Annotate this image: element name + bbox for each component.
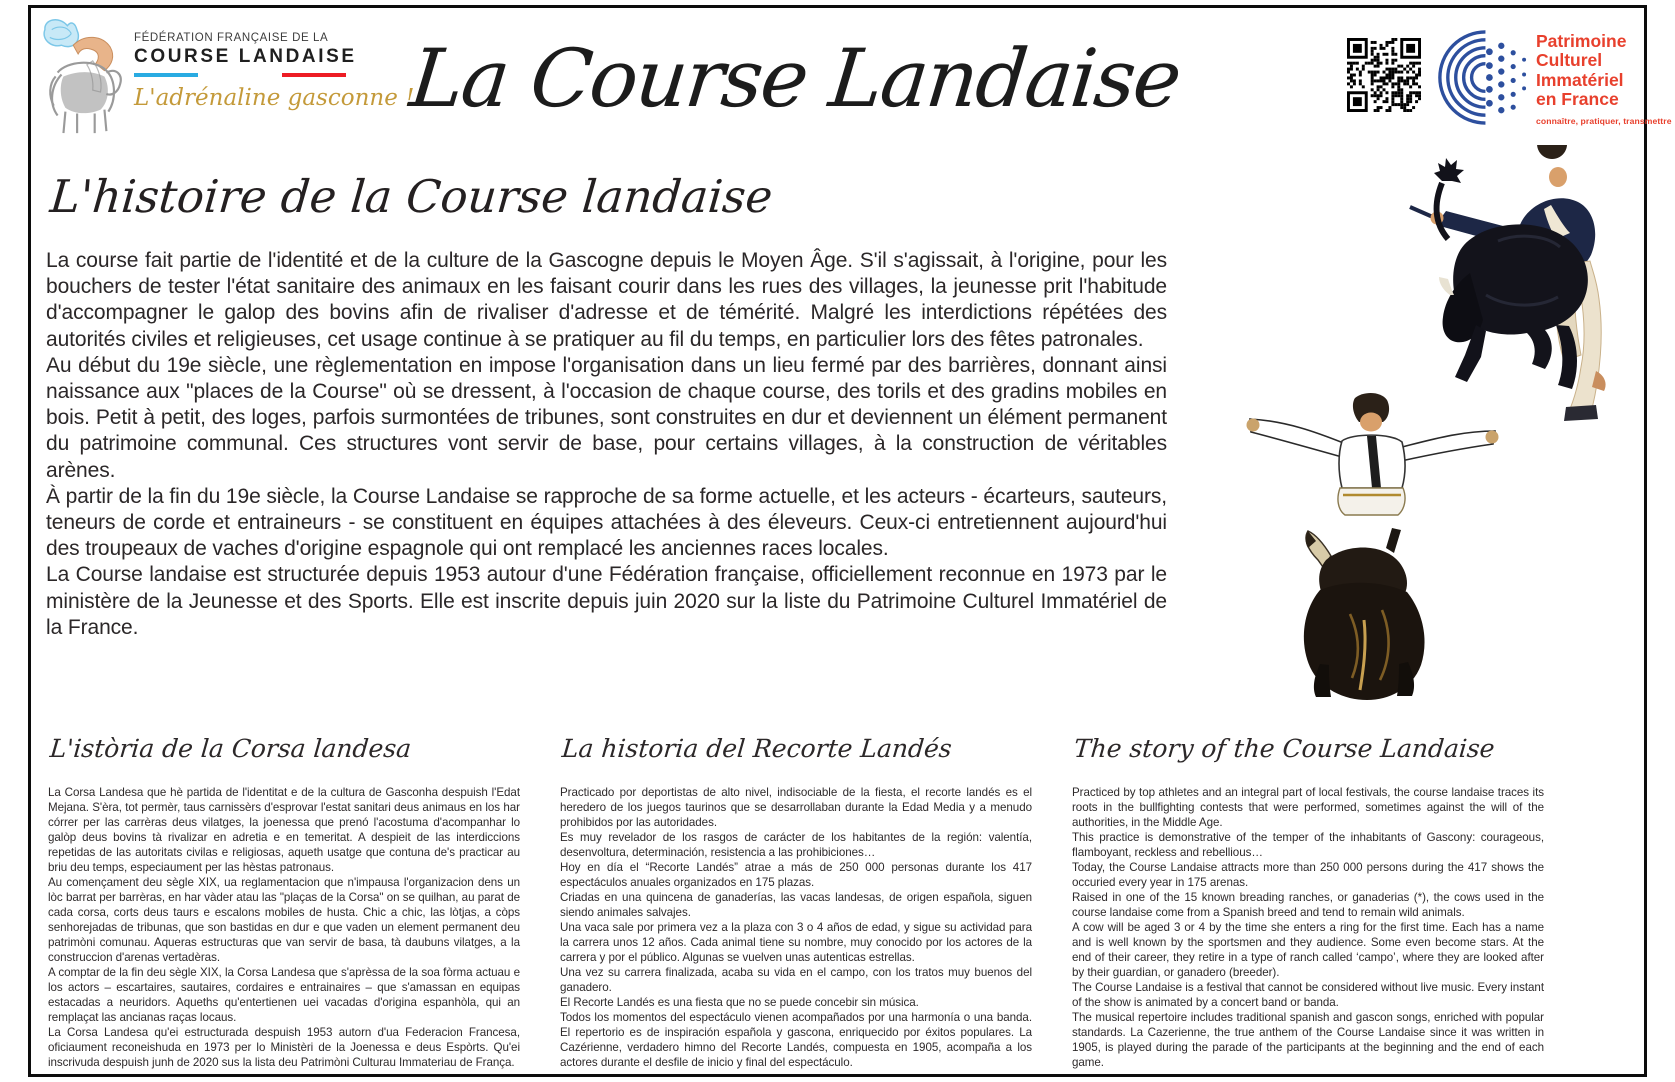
paragraph: Hoy en día el “Recorte Landés” atrae a más de 250 000 personas durante los 417 espectáculos anuales organizados en 175 plazas.	[560, 861, 1032, 889]
column-spanish-text	[560, 785, 1032, 1070]
paragraph: La course fait partie de l'identité et de la culture de la Gascogne depuis le Moyen Âge. S'il s'agissait, à l'origine, pour les bouchers de tester l'état sanitaire des animaux en les faisant courir dans les rues des villages, la jeunesse prit l'habitude d'accompagner le galop des bovins afin de rivaliser d'adresse et de témérité. Malgré les interdictions répétées des autorités civiles et religieuses, cet usage continue à se pratiquer au fil du temps, en particulier lors des fêtes patronales.	[46, 249, 1167, 351]
pci-logo	[1428, 26, 1675, 130]
paragraph: This practice is demonstrative of the temper of the inhabitants of Gascony: courageous, flamboyant, reckless and rebellious…	[1072, 831, 1544, 859]
ffcl-tricolor-bars	[134, 73, 346, 77]
column-occitan-heading: L'istòria de la Corsa landesa	[48, 734, 413, 763]
paragraph: The musical repertoire includes traditional spanish and gascon songs, enriched with popular standards. La Cazerienne, the true anthem of the Course Landaise since it was written in 1905, is played during the parade of the participants at the beginning and the end of each game.	[1072, 1011, 1544, 1069]
paragraph: Today, the Course Landaise attracts more than 250 000 persons during the 417 shows the occuried every year in 175 arenas.	[1072, 861, 1544, 889]
paragraph: Una vez su carrera finalizada, acaba su vida en el campo, con los tratos muy buenos del ganadero.	[560, 966, 1032, 994]
ffcl-logo	[36, 12, 415, 138]
paragraph: A comptar de la fin deu sègle XIX, la Corsa Landesa que s'aprèssa de la soa fòrma actuau e los actors – escartaires, sautaires, cordaires e entrainaires – que s'amassan en equipas estacadas a neuridors. Aqueths qu'entertienen uei vacadas d'origina espanhòla, qui an remplaçat las ancianas raças locaus.	[48, 966, 520, 1024]
translations-section	[48, 734, 1544, 1070]
ffcl-name-line2: COURSE LANDAISE	[134, 46, 357, 67]
paragraph: La Course landaise est structurée depuis 1953 autour d'une Fédération française, officiellement reconnue en 1973 par le ministère de la Jeunesse et des Sports. Elle est inscrite depuis juin 2020 sur la liste du Patrimoine Culturel Immatériel de la France.	[46, 563, 1167, 639]
paragraph: Au début du 19e siècle, une règlementation en impose l'organisation dans un lieu fermé par des barrières, donnant ainsi naissance aux "places de la Course" où se dressent, à l'occasion de chaque course, des torils et des gradins mobiles en bois. Petit à petit, des loges, parfois surmontées de tribunes, sont construites en dur et deviennent un élément permanent du patrimoine communal. Ces structures vont servir de base, pour certains villages, à la construction de véritables arènes.	[46, 353, 1167, 482]
column-occitan-text	[48, 785, 520, 1070]
cow-rear-view-illustration	[1290, 526, 1440, 706]
paragraph: A cow will be aged 3 or 4 by the time she enters a ring for the first time. Each has a name and is well known by the sportsmen and they audience. Some even become stars. At the end of their career, they retire in a type of ranch called ‘campo’, where they are looked after by their guardian, or ganadero (breeder).	[1072, 921, 1544, 979]
pci-line-1: Patrimoine	[1536, 31, 1627, 51]
paragraph: The Course Landaise is a festival that cannot be considered without live music. Every instant of the show is animated by a concert band or banda.	[1072, 981, 1544, 1009]
paragraph: Practiced by top athletes and an integral part of local festivals, the course landaise traces its roots in the bullfighting contests that were performed, sometimes against the will of the authorities, in the Middle Age.	[1072, 786, 1544, 829]
paragraph: À partir de la fin du 19e siècle, la Course Landaise se rapproche de sa forme actuelle, et les acteurs - écarteurs, sauteurs, teneurs de corde et entraineurs - se constituent en équipes attachées à des éleveurs. Ceux-ci entretiennent aujourd'hui des troupeaux de vaches d'origine espagnole qui ont remplacé les anciennes races locales.	[46, 484, 1167, 561]
column-english	[1072, 734, 1544, 1070]
column-spanish	[560, 734, 1032, 1070]
paragraph: Practicado por deportistas de alto nivel, indisociable de la fiesta, el recorte landés es el heredero de los juegos taurinos que se desarrollaban durante la Edad Media y a menudo prohibidos por las autoridades.	[560, 786, 1032, 829]
paragraph: Raised in one of the 15 known breading ranches, or ganaderias (*), the cows used in the course landaise come from a Spanish breed and tend to remain wild animals.	[1072, 891, 1544, 919]
arcs-and-dots-logo-icon	[1428, 26, 1532, 130]
paragraph: Una vaca sale por primera vez a la plaza con 3 o 4 años de edad, y sigue su actividad para la carrera unos 12 años. Cada animal tiene su nombre, muy conocido por los actores de la carrera y por el público. Algunas se vuelven unas autenticas estrellas.	[560, 921, 1032, 964]
ecarteur-and-cow-illustration	[1406, 145, 1640, 430]
paragraph: Au començament deu sègle XIX, ua reglamentacion que n'impausa l'organizacion dens un lòc barrat per barrèras, en har vàder atau las "plaças de la Corsa" on se quilhan, au parat de cada corsa, corts deus taurs e escalons mobiles de husta. Chic a chic, las lòtjas, a còps senhorejadas de tribunas, que son bastidas en dur e que vaden un element permanent deu patrimòni comunau. Aqueras estructuras que van servir de basa, tà daubuns vilatges, a la construccion d'arenas vertadèras.	[48, 876, 520, 964]
red-bar	[282, 73, 346, 77]
column-occitan	[48, 734, 520, 1070]
leaping-man-over-cow-illustration-icon	[38, 14, 126, 136]
pci-line-4: en France	[1536, 88, 1619, 109]
story-heading: L'histoire de la Course landaise	[48, 170, 775, 223]
paragraph: La Corsa Landesa que hè partida de l'identitat e de la cultura de Gasconha despuish l'Edat Mejana. S'èra, tot permèr, taus carnissèrs d'esprovar l'estat sanitari deus animaus en los har córrer per las carrèras deus vilatges, la joenessa que prenó l'acostuma d'acompanhar lo galòp deus bovins tà rivalizar en adretia e en temeritat. A despieit de las interdiccions repetidas de las autoritats civilas e religiosas, aqueth usatge que contuna de's practicar au briu deu temps, especiaument per las hèstas patronaus.	[48, 786, 520, 874]
ffcl-name-line1: FÉDÉRATION FRANÇAISE DE LA	[134, 32, 329, 44]
ffcl-tagline: L'adrénaline gasconne !	[134, 85, 415, 111]
paragraph: Criadas en una quincena de ganaderías, las vacas landesas, de origen española, siguen siendo animales salvajes.	[560, 891, 1032, 919]
column-spanish-heading: La historia del Recorte Landés	[560, 734, 953, 763]
story-text	[46, 248, 1167, 641]
page-title: La Course Landaise	[405, 31, 1185, 125]
sauteur-jumper-illustration	[1244, 391, 1501, 518]
qr-code-icon	[1347, 38, 1421, 112]
pci-line-3: Immatériel	[1536, 69, 1624, 90]
blue-bar	[134, 73, 198, 77]
paragraph: Todos los momentos del espectáculo vienen acompañados por una harmonía o una banda. El repertorio es de inspiración española y gascona, enriquecido por éxitos populares. La Cazérienne, verdadero himno del Recorte Landés, compuesta en 1905, acompaña a los actores durante el desfile de inicio y final del espectáculo.	[560, 1011, 1032, 1069]
paragraph: El Recorte Landés es una fiesta que no se puede concebir sin música.	[560, 996, 919, 1009]
column-english-heading: The story of the Course Landaise	[1072, 734, 1496, 763]
paragraph: La Corsa Landesa qu'ei estructurada despuish 1953 autorn d'ua Federacion Francesa, oficiaument reconeishuda en 1973 per lo Ministèri de la Joenessa e deus Espòrts. Qu'ei inscrivuda despuish junh de 2020 sus la lista deu Patrimòni Culturau Immateriau de França.	[48, 1026, 520, 1069]
pci-line-2: Culturel	[1536, 50, 1603, 71]
paragraph: Es muy revelador de los rasgos de carácter de los habitantes de la región: valentía, desenvoltura, determinación, resistencia a las prohibiciones…	[560, 831, 1032, 859]
column-english-text	[1072, 785, 1544, 1070]
pci-tagline: connaître, pratiquer, transmettre	[1536, 116, 1672, 126]
